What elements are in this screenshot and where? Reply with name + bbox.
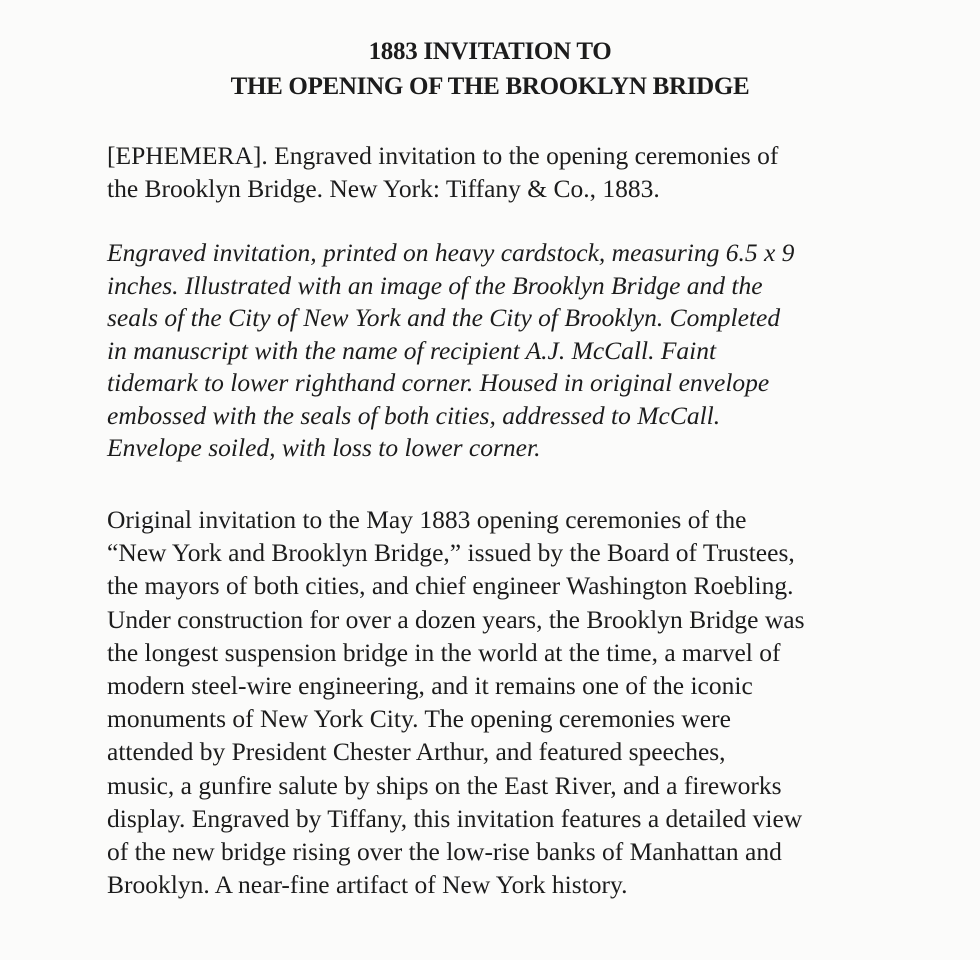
text-line: the mayors of both cities, and chief engineer Washington Roebling.: [107, 571, 794, 601]
text-line: modern steel-wire engineering, and it remains one of the iconic: [107, 671, 753, 701]
text-line: monuments of New York City. The opening ceremonies were: [107, 704, 731, 734]
text-line: tidemark to lower righthand corner. Housed in original envelope: [107, 368, 770, 397]
text-line: Engraved invitation, printed on heavy cardstock, measuring 6.5 x 9: [107, 238, 795, 267]
text-line: music, a gunfire salute by ships on the East River, and a fireworks: [107, 770, 782, 800]
text-line: seals of the City of New York and the City of Brooklyn. Completed: [107, 303, 781, 332]
text-line: in manuscript with the name of recipient A.J. McCall. Faint: [107, 335, 717, 365]
page-title: [0, 34, 980, 104]
text-line: embossed with the seals of both cities, addressed to McCall.: [107, 400, 721, 430]
citation-paragraph: [107, 140, 778, 205]
text-line: Under construction for over a dozen years, the Brooklyn Bridge was: [107, 604, 805, 634]
text-line: the Brooklyn Bridge. New York: Tiffany & Co., 1883.: [107, 173, 660, 203]
text-line: the longest suspension bridge in the world at the time, a marvel of: [107, 637, 781, 667]
text-line: of the new bridge rising over the low-rise banks of Manhattan and: [107, 837, 782, 867]
description-paragraph: [107, 237, 794, 465]
text-line: “New York and Brooklyn Bridge,” issued by the Board of Trustees,: [107, 538, 795, 568]
text-line: attended by President Chester Arthur, and featured speeches,: [107, 737, 726, 767]
title-line: 1883 INVITATION TO: [368, 38, 612, 65]
text-line: display. Engraved by Tiffany, this invitation features a detailed view: [107, 803, 803, 833]
title-line: THE OPENING OF THE BROOKLYN BRIDGE: [230, 73, 750, 100]
body-paragraph: [107, 503, 805, 901]
text-line: inches. Illustrated with an image of the Brooklyn Bridge and the: [107, 270, 763, 300]
text-line: Original invitation to the May 1883 opening ceremonies of the: [107, 505, 747, 534]
text-line: Brooklyn. A near-fine artifact of New York history.: [107, 870, 628, 900]
text-line: [EPHEMERA]. Engraved invitation to the opening ceremonies of: [107, 141, 779, 170]
text-line: Envelope soiled, with loss to lower corner.: [107, 433, 541, 462]
